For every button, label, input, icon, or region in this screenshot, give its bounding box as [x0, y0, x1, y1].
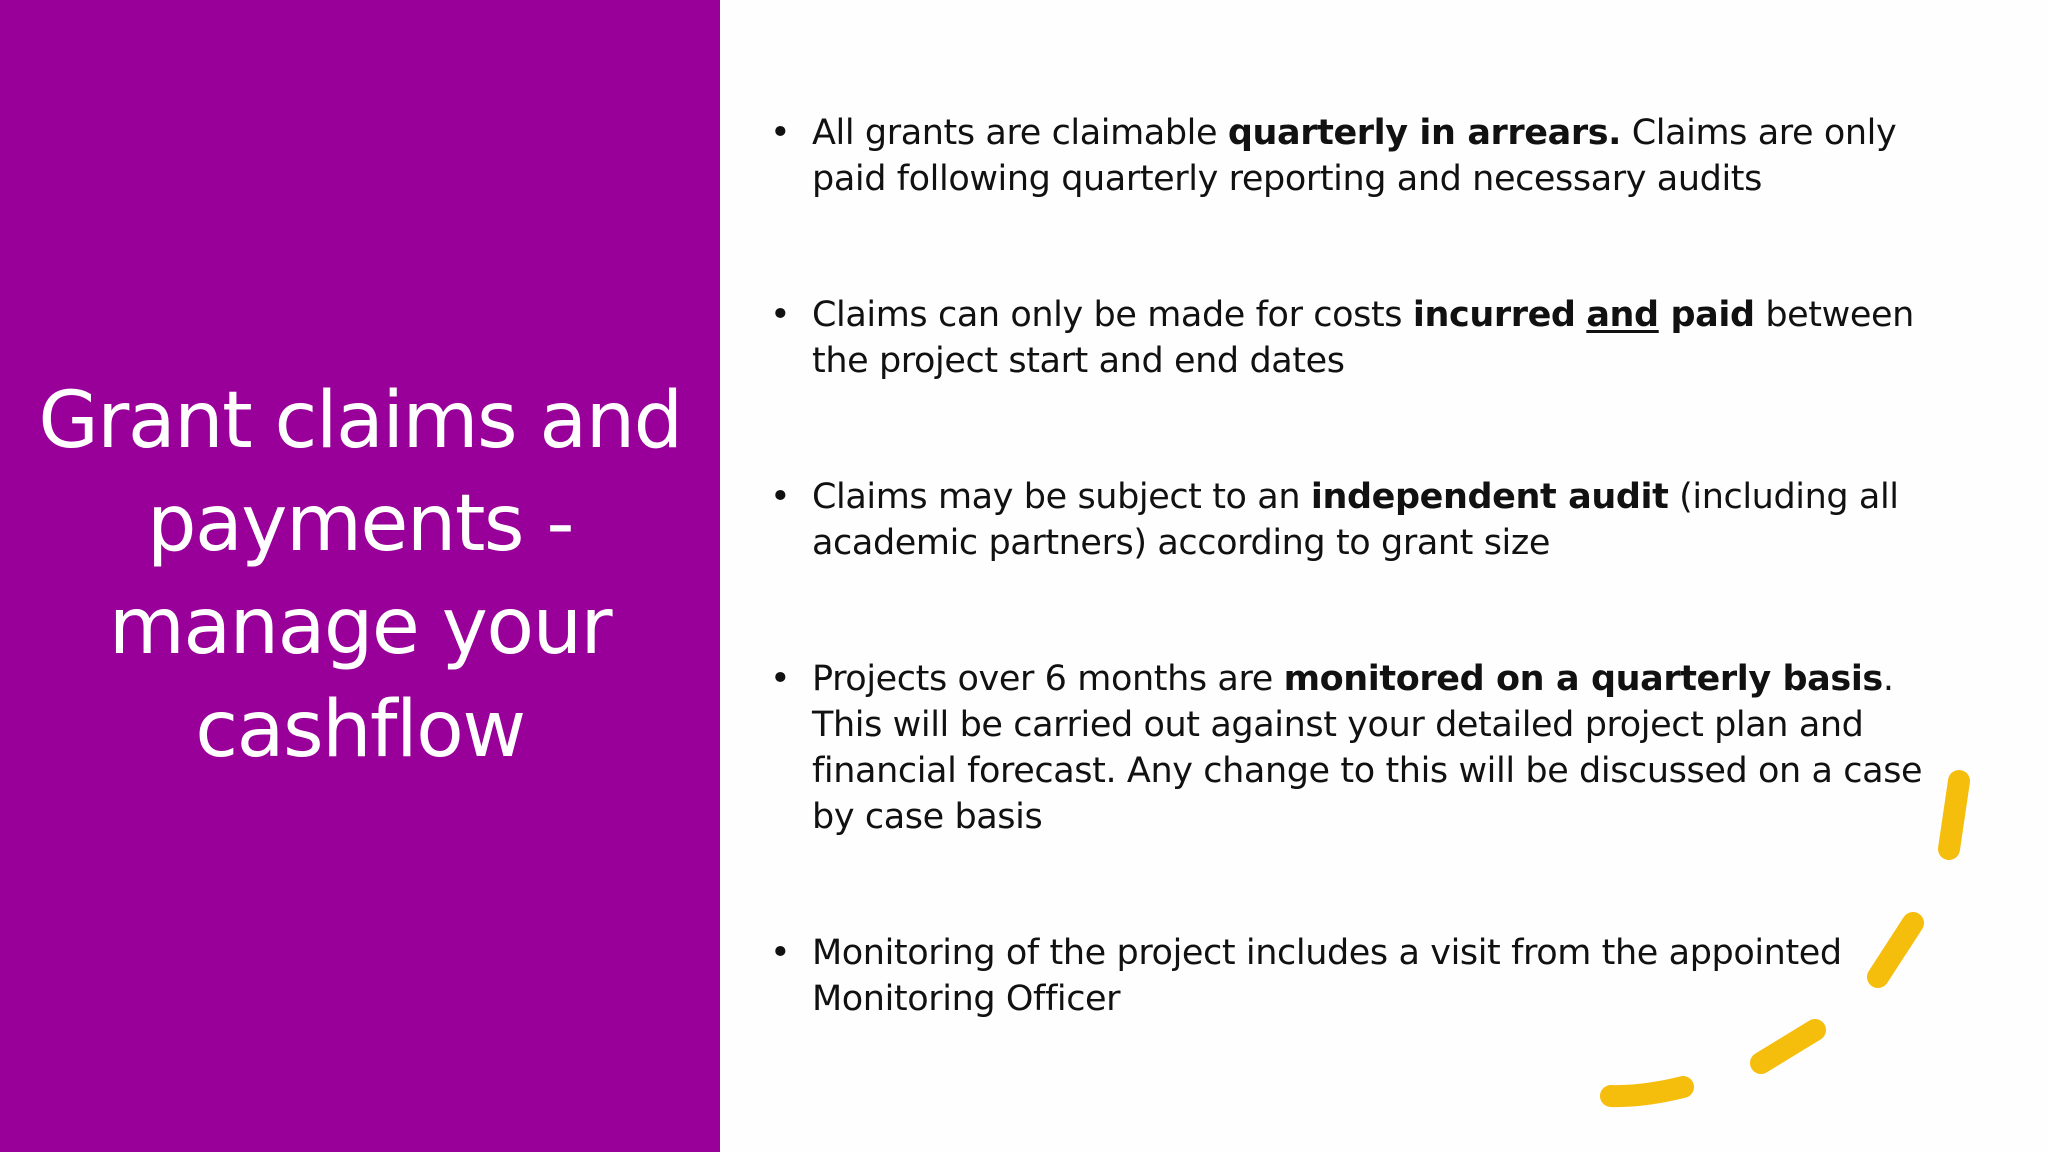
- bullet-item: [770, 292, 1960, 384]
- accent-dash: [1611, 1087, 1683, 1096]
- accent-dash: [1761, 1030, 1815, 1063]
- bullet-dot-icon: •: [770, 113, 791, 153]
- bullet-dot-icon: •: [770, 659, 791, 699]
- bullet-text-segment: Claims may be subject to an: [812, 477, 1311, 517]
- bullet-text-segment: [1576, 295, 1587, 335]
- bullet-text-segment: between the project start and end dates: [812, 295, 1914, 381]
- bullet-dot-icon: •: [770, 933, 791, 973]
- bullet-text-segment: (including all academic partners) according to grant size: [812, 477, 1899, 563]
- bullet-text-bold: incurred: [1412, 295, 1576, 335]
- bullet-dot-icon: •: [770, 477, 791, 517]
- bullet-item: [770, 110, 1960, 202]
- bullet-text-bold: quarterly in arrears.: [1227, 113, 1622, 153]
- bullet-text-segment: All grants are claimable: [812, 113, 1228, 153]
- bullet-text-bold: paid: [1658, 295, 1755, 335]
- bullet-text-bold: monitored on a quarterly basis: [1283, 659, 1883, 699]
- bullet-item: [770, 656, 1960, 840]
- bullet-dot-icon: •: [770, 295, 791, 335]
- bullet-list: [770, 110, 1960, 1022]
- bullet-text-segment: Projects over 6 months are: [812, 659, 1284, 699]
- bullet-text-segment: Monitoring of the project includes a visit from the appointed Monitoring Officer: [812, 933, 1842, 1019]
- bullet-text-segment: Claims can only be made for costs: [812, 295, 1413, 335]
- bullet-text-bold: independent audit: [1310, 477, 1669, 517]
- bullet-text-segment: Claims are only paid following quarterly reporting and necessary audits: [812, 113, 1897, 199]
- bullet-text-segment: . This will be carried out against your detailed project plan and financial forecast. Any change to this will be discussed on a case by case basis: [812, 659, 1923, 837]
- slide-title: Grant claims and payments - manage your cashflow: [38, 376, 682, 775]
- bullet-text-bold-underlined: and: [1586, 295, 1659, 335]
- bullet-item: [770, 930, 1960, 1022]
- bullet-item: [770, 474, 1960, 566]
